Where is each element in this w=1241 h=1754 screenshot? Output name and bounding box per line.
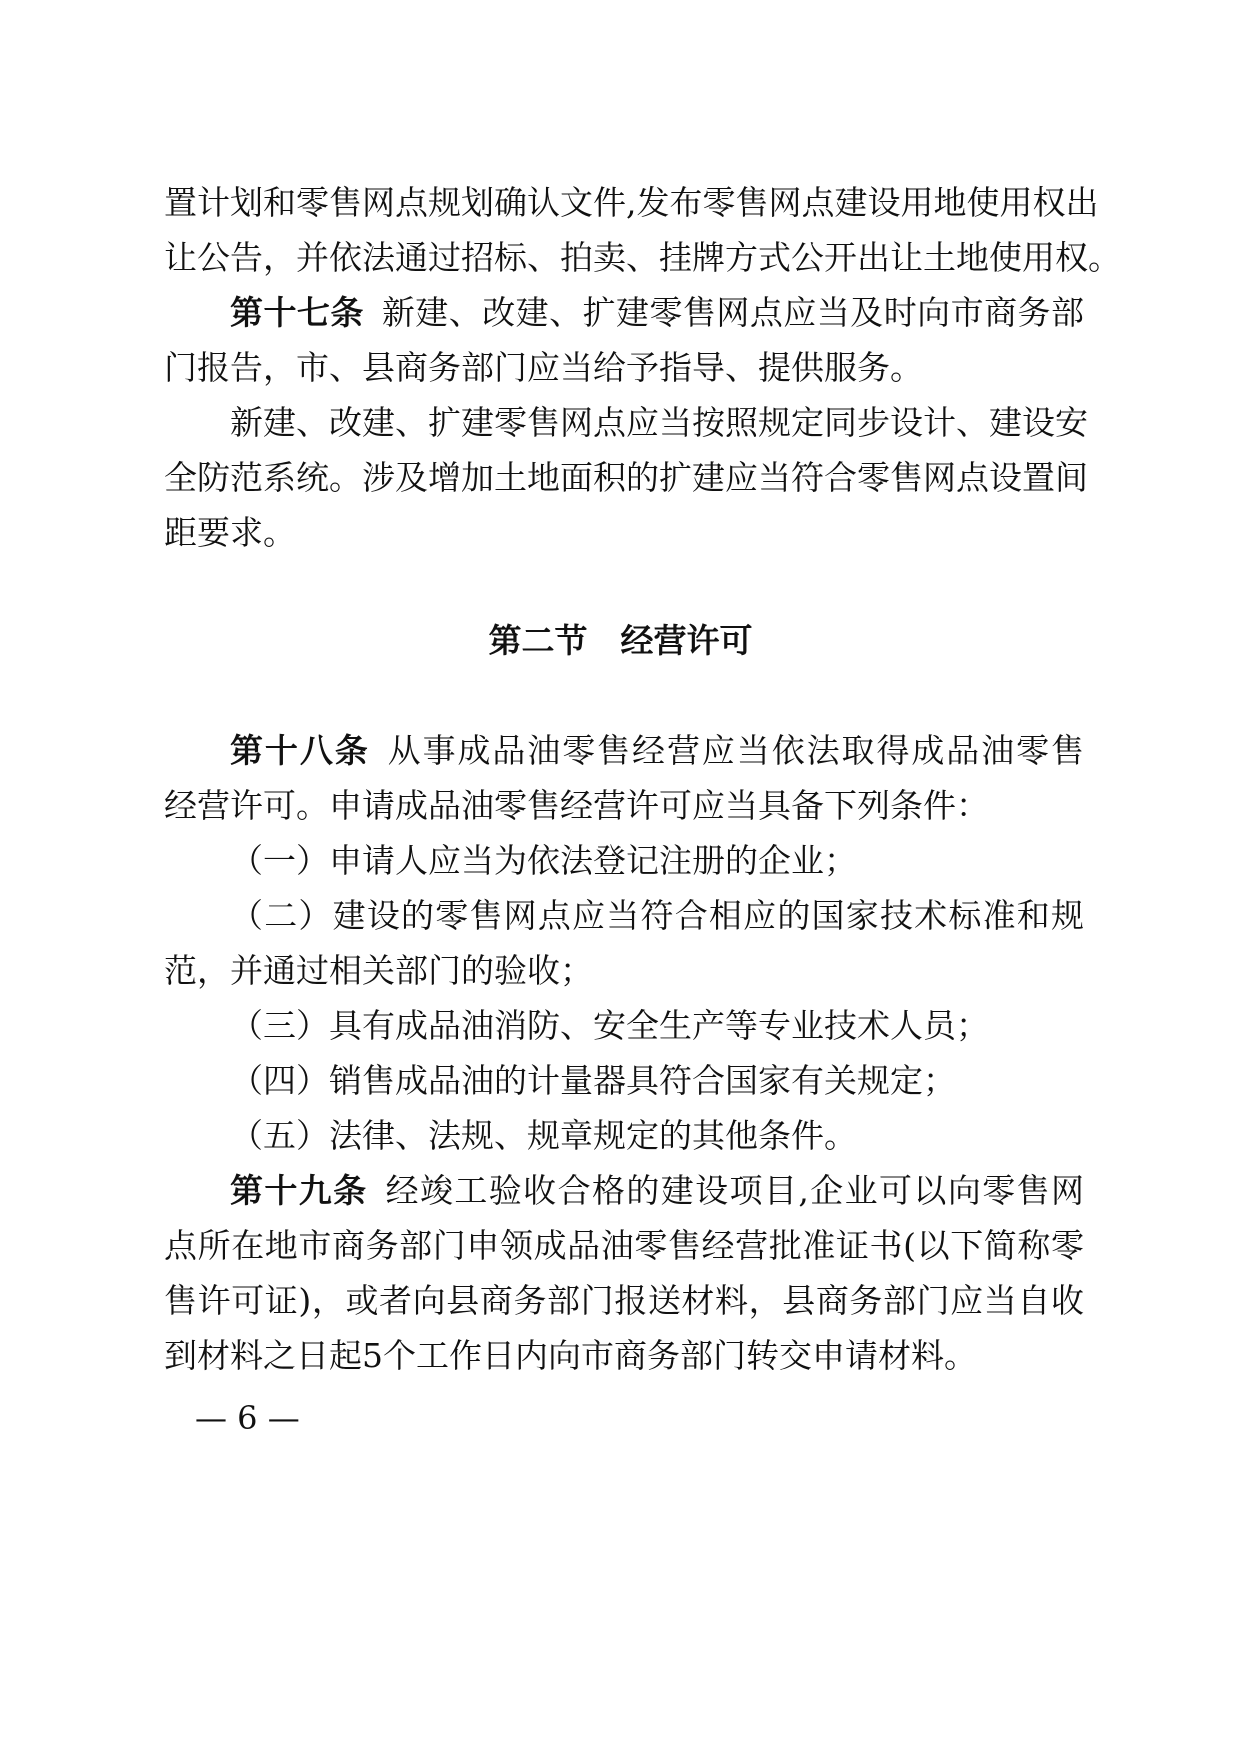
list-item: （一）申请人应当为依法登记注册的企业； (230, 841, 857, 880)
text-line: 新建、改建、扩建零售网点应当按照规定同步设计、建设安 (230, 403, 1088, 442)
article-17-line-1 (230, 293, 1084, 333)
list-item: （四）销售成品油的计量器具符合国家有关规定； (230, 1061, 956, 1100)
list-item: （五）法律、法规、规章规定的其他条件。 (230, 1116, 857, 1155)
list-item: （二）建设的零售网点应当符合相应的国家技术标准和规 (230, 896, 1084, 935)
section-title: 第二节 经营许可 (488, 621, 753, 660)
text-line: 让公告，并依法通过招标、拍卖、挂牌方式公开出让土地使用权。 (164, 238, 1121, 277)
text-line: 售许可证)，或者向县商务部门报送材料，县商务部门应当自收 (164, 1281, 1084, 1320)
list-item: （三）具有成品油消防、安全生产等专业技术人员； (230, 1006, 989, 1045)
article-19-line-1 (230, 1171, 1084, 1211)
text-line: 范，并通过相关部门的验收； (164, 951, 593, 990)
article-17-heading: 第十七条 (230, 293, 364, 332)
article-18-text: 从事成品油零售经营应当依法取得成品油零售 (387, 731, 1085, 770)
page-number: — 6 — (195, 1399, 300, 1437)
article-19-text: 经竣工验收合格的建设项目,企业可以向零售网 (385, 1171, 1085, 1210)
article-17-text: 新建、改建、扩建零售网点应当及时向市商务部 (381, 293, 1085, 332)
article-18-line-1 (230, 731, 1084, 771)
article-18-heading: 第十八条 (230, 731, 370, 770)
text-line: 点所在地市商务部门申领成品油零售经营批准证书(以下简称零 (164, 1226, 1084, 1265)
text-line: 置计划和零售网点规划确认文件,发布零售网点建设用地使用权出 (164, 183, 1099, 222)
text-line: 经营许可。申请成品油零售经营许可应当具备下列条件： (164, 786, 989, 825)
text-line: 到材料之日起5个工作日内向市商务部门转交申请材料。 (164, 1336, 977, 1375)
article-19-heading: 第十九条 (230, 1171, 368, 1210)
text-line: 距要求。 (164, 513, 296, 552)
text-line: 门报告，市、县商务部门应当给予指导、提供服务。 (164, 348, 923, 387)
text-line: 全防范系统。涉及增加土地面积的扩建应当符合零售网点设置间 (164, 458, 1088, 497)
